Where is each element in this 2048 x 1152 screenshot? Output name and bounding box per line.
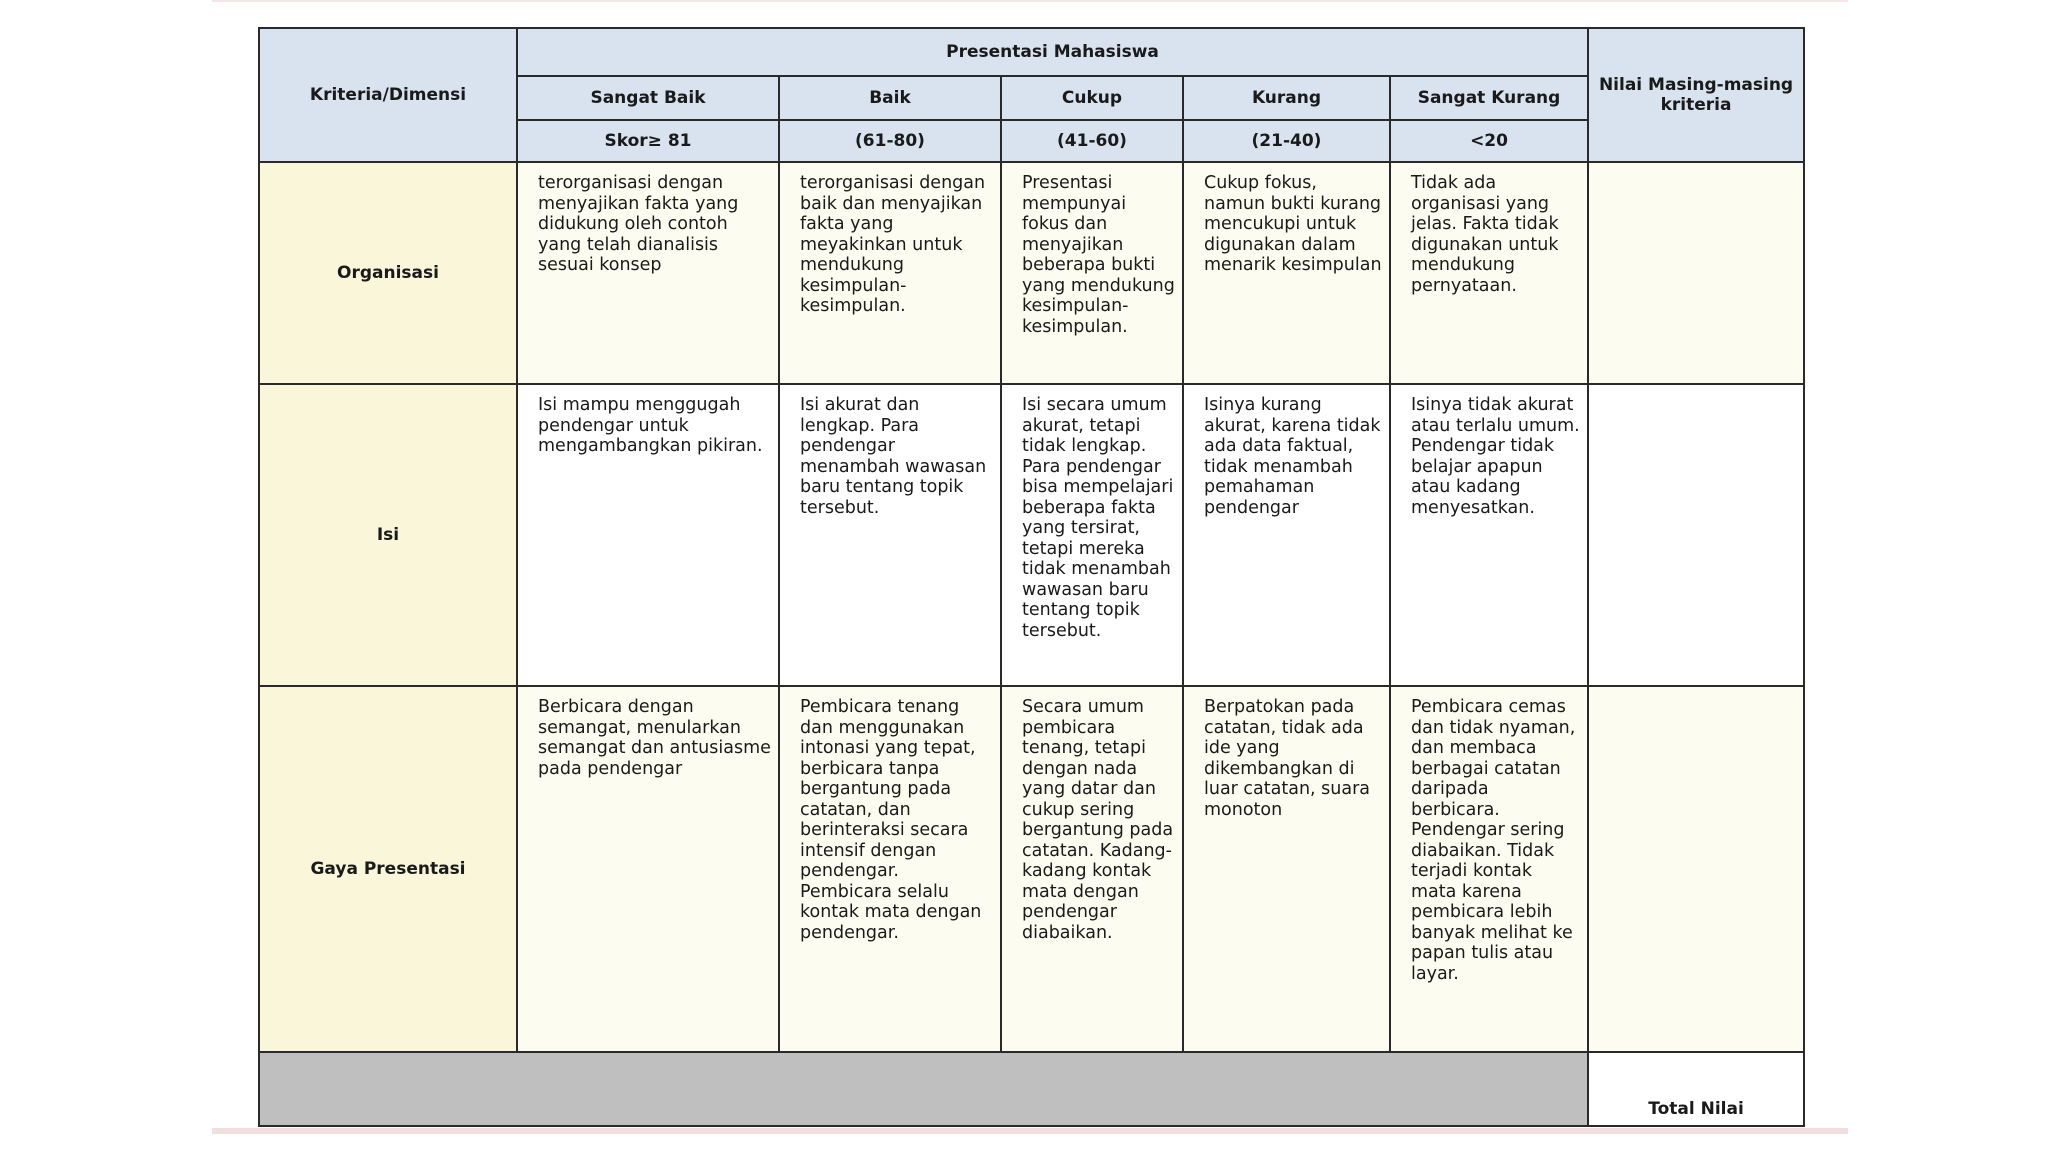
description-cell: Berpatokan pada catatan, tidak ada ide yang dikembangkan di luar catatan, suara monoton [1183,686,1390,1052]
description-cell: Cukup fokus, namun bukti kurang mencukupi untuk digunakan dalam menarik kesimpulan [1183,162,1390,384]
description-cell: terorganisasi dengan baik dan menyajikan fakta yang meyakinkan untuk mendukung kesimpulan-kesimpulan. [779,162,1001,384]
criterion-label: Gaya Presentasi [259,686,517,1052]
score-header: Nilai Masing-masing kriteria [1588,28,1804,162]
criterion-label: Isi [259,384,517,686]
rubric-table [258,27,1805,1127]
level-range: Skor≥ 81 [517,120,779,162]
score-cell [1588,162,1804,384]
level-name: Sangat Kurang [1390,76,1588,120]
description-cell: Isinya kurang akurat, karena tidak ada data faktual, tidak menambah pemahaman pendengar [1183,384,1390,686]
top-divider [212,0,1848,2]
description-cell: Isi secara umum akurat, tetapi tidak lengkap. Para pendengar bisa mempelajari beberapa fakta yang tersirat, tetapi mereka tidak menambah wawasan baru tentang topik tersebut. [1001,384,1183,686]
group-header: Presentasi Mahasiswa [517,28,1588,76]
score-cell [1588,686,1804,1052]
total-row [259,1052,1804,1126]
level-range: (21-40) [1183,120,1390,162]
description-cell: Presentasi mempunyai fokus dan menyajikan beberapa bukti yang mendukung kesimpulan-kesimpulan. [1001,162,1183,384]
description-cell: Pembicara cemas dan tidak nyaman, dan membaca berbagai catatan daripada berbicara. Pendengar sering diabaikan. Tidak terjadi kontak mata karena pembicara lebih banyak melihat ke papan tulis atau layar. [1390,686,1588,1052]
table-row [259,162,1804,384]
level-range: (61-80) [779,120,1001,162]
description-cell: Tidak ada organisasi yang jelas. Fakta tidak digunakan untuk mendukung pernyataan. [1390,162,1588,384]
description-cell: Isi mampu menggugah pendengar untuk mengambangkan pikiran. [517,384,779,686]
total-gray-cell [259,1052,1588,1126]
bottom-divider [212,1128,1848,1134]
level-name: Sangat Baik [517,76,779,120]
description-cell: Pembicara tenang dan menggunakan intonasi yang tepat, berbicara tanpa bergantung pada catatan, dan berinteraksi secara intensif dengan pendengar. Pembicara selalu kontak mata dengan pendengar. [779,686,1001,1052]
criterion-label: Organisasi [259,162,517,384]
description-cell: Isinya tidak akurat atau terlalu umum. Pendengar tidak belajar apapun atau kadang menyesatkan. [1390,384,1588,686]
criteria-header: Kriteria/Dimensi [259,28,517,162]
level-name: Cukup [1001,76,1183,120]
table-row [259,384,1804,686]
level-name: Baik [779,76,1001,120]
level-name: Kurang [1183,76,1390,120]
score-cell [1588,384,1804,686]
description-cell: terorganisasi dengan menyajikan fakta yang didukung oleh contoh yang telah dianalisis sesuai konsep [517,162,779,384]
description-cell: Secara umum pembicara tenang, tetapi dengan nada yang datar dan cukup sering bergantung pada catatan. Kadang-kadang kontak mata dengan pendengar diabaikan. [1001,686,1183,1052]
description-cell: Isi akurat dan lengkap. Para pendengar menambah wawasan baru tentang topik tersebut. [779,384,1001,686]
level-range: (41-60) [1001,120,1183,162]
level-range: <20 [1390,120,1588,162]
total-label: Total Nilai [1588,1052,1804,1126]
table-row [259,686,1804,1052]
description-cell: Berbicara dengan semangat, menularkan semangat dan antusiasme pada pendengar [517,686,779,1052]
